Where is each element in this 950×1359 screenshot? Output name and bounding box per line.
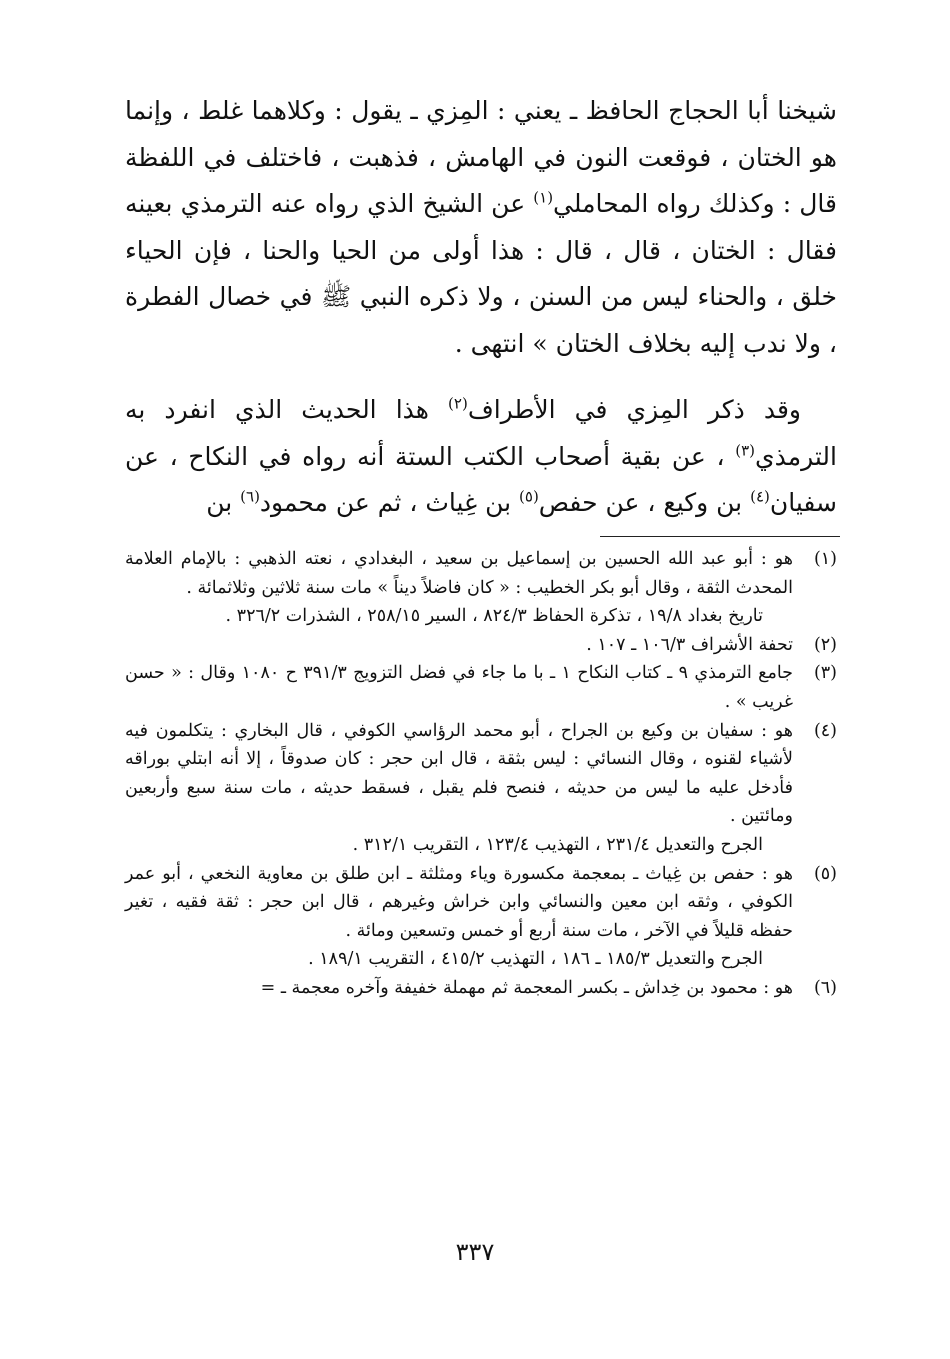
footnote-ref-5[interactable]: (٥) [519, 487, 539, 506]
footnote-separator [600, 536, 840, 537]
footnote-source: الجرح والتعديل ١٨٥/٣ ـ ١٨٦ ، التهذيب ٤١٥/٢ ، التقريب ١٨٩/١ . [308, 949, 763, 970]
paragraph-1-text: شيخنا أبا الحجاج الحافظ ـ يعني : المِزي ـ يقول : وكلاهما غلط ، وإنما هو الختان ، فوقعت النون في الهامش ، فذهبت ، فاختلف في اللفظة قال : وكذلك رواه المحاملي [125, 96, 837, 218]
footnote-number: (١) [813, 549, 837, 569]
main-text [125, 88, 837, 527]
paragraph-2-part-f: بن [206, 488, 241, 517]
main-paragraph-2 [125, 387, 837, 527]
footnote-3 [125, 659, 837, 716]
page-number: ٣٣٧ [455, 1238, 495, 1266]
footnote-ref-2[interactable]: (٢) [448, 394, 468, 413]
paragraph-2-part-b: هذا الحديث الذي انفرد به الترمذي [125, 395, 837, 471]
paragraph-2-part-a: وقد ذكر المِزي في الأطراف [467, 395, 801, 424]
footnote-text: جامع الترمذي ٩ ـ كتاب النكاح ١ ـ با ما جاء في فضل التزويج ٣٩١/٣ ح ١٠٨٠ وقال : « حسن غريب » . [125, 663, 793, 712]
footnotes [125, 545, 837, 1003]
footnote-number: (٢) [813, 634, 837, 655]
footnote-4 [125, 717, 837, 860]
paragraph-2-part-e: بن غِياث ، ثم عن محمود [259, 488, 520, 517]
footnote-ref-6[interactable]: (٦) [240, 487, 260, 506]
paragraph-1-rest: عن الشيخ الذي رواه عنه الترمذي بعينه فقال : الختان ، قال ، قال : هذا أولى من الحيا والحنا ، فإن الحياء خلق ، والحناء ليس من السنن ، ولا ذكره النبي ﷺ في خصال الفطرة ، ولا ندب إليه بخلاف الختان » انتهى . [125, 189, 837, 358]
footnote-6 [125, 974, 837, 1003]
paragraph-2-part-d: بن وكيع ، عن حفص [538, 488, 751, 517]
footnote-text: هو : أبو عبد الله الحسين بن إسماعيل بن سعيد ، البغدادي ، نعته الذهبي : بالإمام العلامة المحدث الثقة ، وقال أبو بكر الخطيب : « كان فاضلاً ديناً » مات سنة ثلاثين وثلاثمائة . [125, 549, 793, 598]
footnote-text: تحفة الأشراف ١٠٦/٣ ـ ١٠٧ . [586, 634, 793, 655]
paragraph-2-part-c: ، عن بقية أصحاب الكتب الستة أنه رواه في النكاح ، عن سفيان [125, 441, 837, 517]
footnote-number: (٦) [813, 977, 837, 998]
footnote-ref-1[interactable]: (١) [533, 188, 554, 207]
main-paragraph-1 [125, 88, 837, 367]
footnote-source: الجرح والتعديل ٢٣١/٤ ، التهذيب ١٢٣/٤ ، التقريب ٣١٢/١ . [352, 834, 763, 855]
footnote-number: (٥) [813, 863, 837, 884]
footnote-text: هو : حفص بن غِياث ـ بمعجمة مكسورة وياء ومثلثة ـ ابن طلق بن معاوية النخعي ، أبو عمر الكوفي ، وثقه ابن معين والنسائي وابن خراش وغيرهم ، قال ابن حجر : ثقة فقيه ، تغير حفظه قليلاً في الآخر ، مات سنة أربع أو خمس وتسعين ومائة . [125, 863, 793, 941]
footnote-source: تاريخ بغداد ١٩/٨ ، تذكرة الحفاظ ٨٢٤/٣ ، السير ٢٥٨/١٥ ، الشذرات ٣٢٦/٢ . [225, 606, 763, 627]
footnote-ref-4[interactable]: (٤) [750, 487, 770, 506]
footnote-2 [125, 631, 837, 660]
footnote-text: هو : سفيان بن وكيع بن الجراح ، أبو محمد الرؤاسي الكوفي ، قال البخاري : يتكلمون فيه لأشياء لقنوه ، وقال النسائي : ليس بثقة ، قال ابن حجر : كان صدوقاً ، إلا أنه ابتلي بوراقه فأدخل عليه ما ليس من حديثه ، فنصح فلم يقبل ، فسقط حديثه ، مات سنة سبع وأربعين ومائتين . [125, 720, 793, 827]
footnote-5 [125, 860, 837, 974]
footnote-1 [125, 545, 837, 631]
footnote-ref-3[interactable]: (٣) [735, 441, 756, 460]
footnote-number: (٤) [813, 720, 837, 741]
footnote-text: هو : محمود بن خِداش ـ بكسر المعجمة ثم مهملة خفيفة وآخره معجمة ـ = [260, 977, 793, 998]
footnote-number: (٣) [813, 663, 837, 684]
